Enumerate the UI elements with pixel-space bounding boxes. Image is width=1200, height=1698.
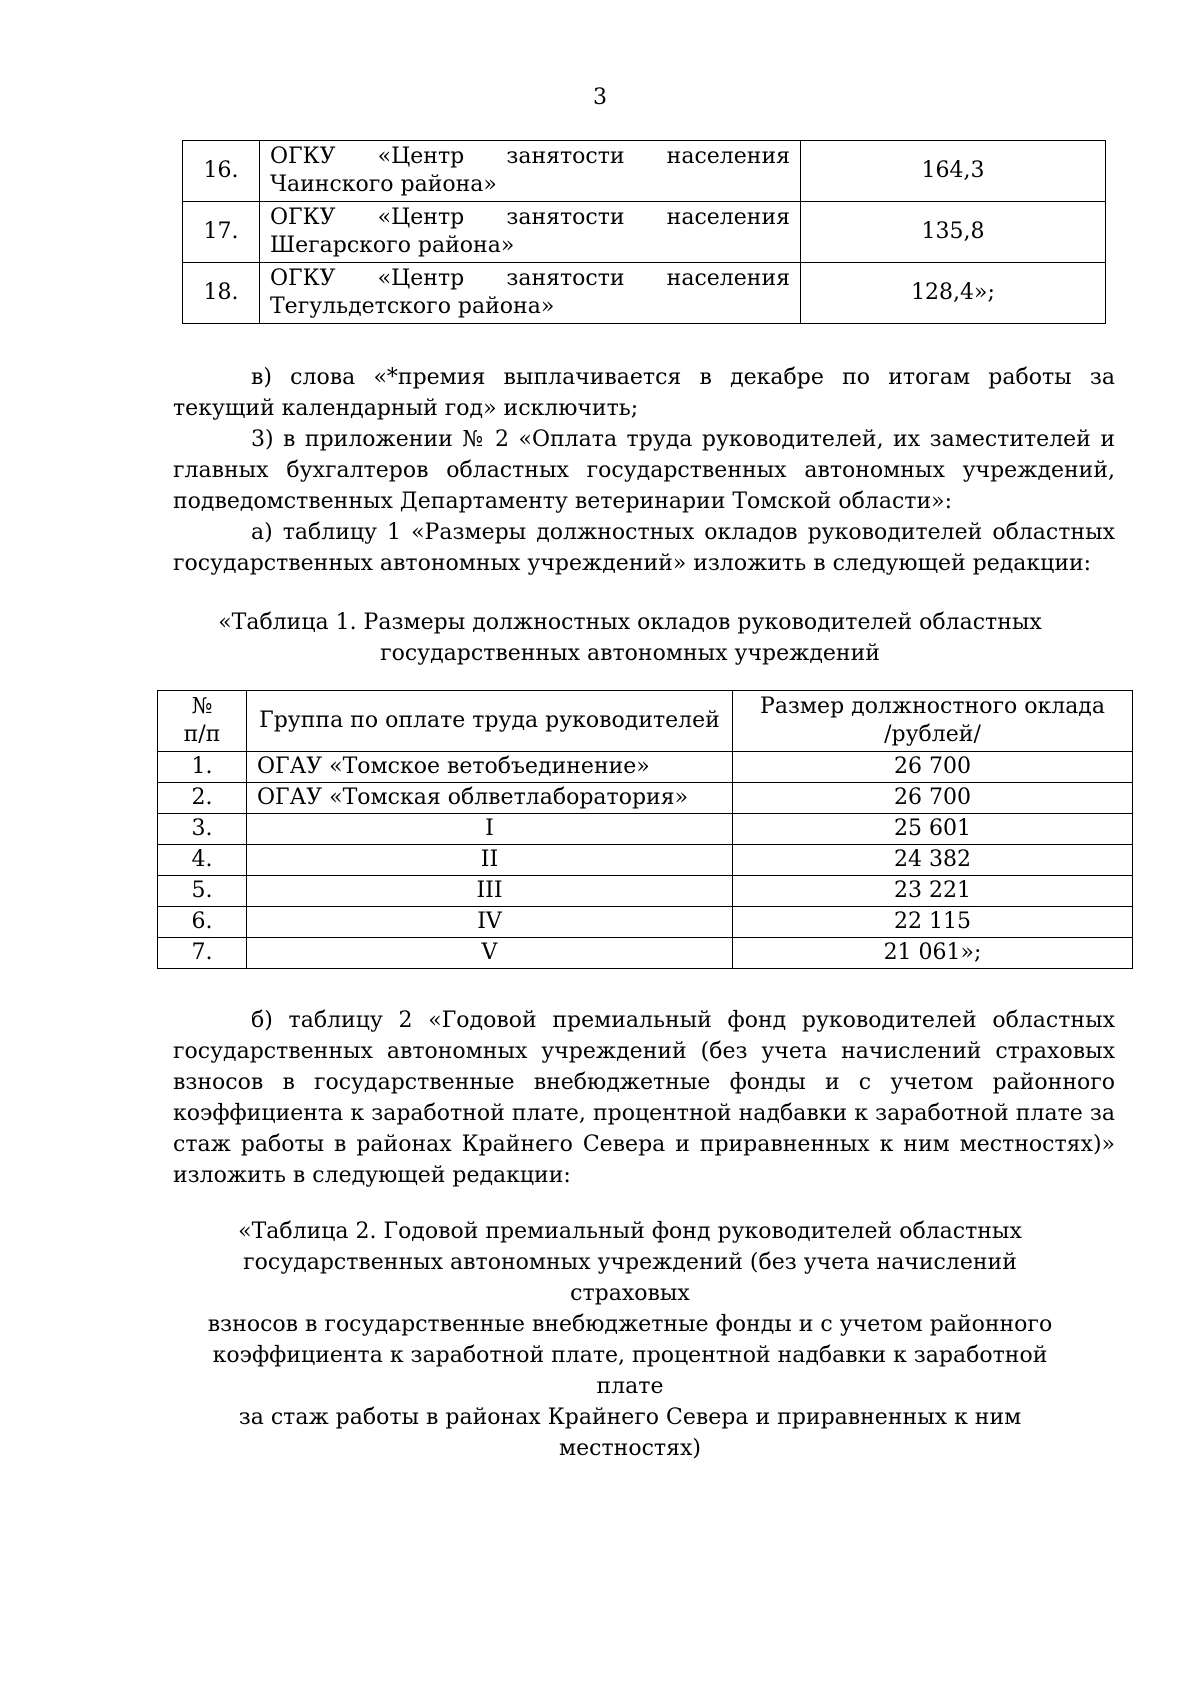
row-number: 7. (158, 938, 247, 969)
header-num-line2: п/п (183, 722, 221, 747)
table1-title-line1: «Таблица 1. Размеры должностных окладов руководителей областных (218, 610, 1042, 635)
header-size (733, 691, 1133, 752)
row-group: ОГАУ «Томское ветобъединение» (247, 752, 733, 783)
row-group: II (247, 845, 733, 876)
row-size: 21 061»; (733, 938, 1133, 969)
table2-title (190, 1216, 1070, 1464)
row-number: 18. (183, 263, 260, 324)
table-row (158, 938, 1133, 969)
table-row (158, 907, 1133, 938)
table2-title-line4: коэффициента к заработной плате, процентной надбавки к заработной плате (212, 1343, 1048, 1399)
row-size: 25 601 (733, 814, 1133, 845)
table-row (183, 141, 1106, 202)
row-value: 164,3 (801, 141, 1106, 202)
row-number: 17. (183, 202, 260, 263)
header-num (158, 691, 247, 752)
row-number: 1. (158, 752, 247, 783)
row-value: 128,4»; (801, 263, 1106, 324)
row-group: I (247, 814, 733, 845)
paragraph-b: б) таблицу 2 «Годовой премиальный фонд руководителей областных государственных автономных учреждений (без учета начислений страховых взносов в государственные внебюджетные фонды и с учетом районного коэффициента к заработной плате, процентной надбавки к заработной плате за стаж работы в районах Крайнего Севера и приравненных к ним местностях)» изложить в следующей редакции: (173, 1008, 1115, 1188)
table-row (183, 263, 1106, 324)
header-size-line1: Размер должностного оклада (760, 694, 1105, 719)
row-group: V (247, 938, 733, 969)
paragraph-3: 3) в приложении № 2 «Оплата труда руководителей, их заместителей и главных бухгалтеров областных государственных автономных учреждений, подведомственных Департаменту ветеринарии Томской области»: (173, 427, 1115, 514)
table-header-row (158, 691, 1133, 752)
header-size-line2: /рублей/ (884, 722, 981, 747)
table2-title-line3: взносов в государственные внебюджетные фонды и с учетом районного (207, 1312, 1053, 1337)
table1-title (200, 607, 1060, 669)
continuation-table (182, 140, 1106, 324)
table-row (158, 783, 1133, 814)
salary-table (157, 690, 1133, 969)
row-group: ОГАУ «Томская облветлаборатория» (247, 783, 733, 814)
table-row (158, 752, 1133, 783)
row-value: 135,8 (801, 202, 1106, 263)
row-number: 6. (158, 907, 247, 938)
header-num-line1: № (191, 694, 213, 719)
institution-name: ОГКУ «Центр занятости населения Чаинского района» (260, 141, 801, 202)
row-size: 26 700 (733, 783, 1133, 814)
row-number: 5. (158, 876, 247, 907)
paragraph-a: а) таблицу 1 «Размеры должностных окладов руководителей областных государственных автономных учреждений» изложить в следующей редакции: (173, 520, 1115, 576)
table-row (158, 845, 1133, 876)
paragraph-v: в) слова «*премия выплачивается в декабре по итогам работы за текущий календарный год» исключить; (173, 365, 1115, 421)
row-size: 22 115 (733, 907, 1133, 938)
table2-title-line2: государственных автономных учреждений (без учета начислений страховых (243, 1250, 1017, 1306)
row-group: III (247, 876, 733, 907)
header-group: Группа по оплате труда руководителей (247, 691, 733, 752)
table2-title-line5: за стаж работы в районах Крайнего Севера и приравненных к ним местностях) (238, 1405, 1022, 1461)
row-group: IV (247, 907, 733, 938)
row-number: 2. (158, 783, 247, 814)
institution-name: ОГКУ «Центр занятости населения Шегарского района» (260, 202, 801, 263)
page-number: 3 (593, 85, 607, 110)
row-size: 26 700 (733, 752, 1133, 783)
table1-title-line2: государственных автономных учреждений (380, 641, 880, 666)
row-size: 24 382 (733, 845, 1133, 876)
table-row (158, 876, 1133, 907)
table2-title-line1: «Таблица 2. Годовой премиальный фонд руководителей областных (238, 1219, 1022, 1244)
row-number: 4. (158, 845, 247, 876)
institution-name: ОГКУ «Центр занятости населения Тегульдетского района» (260, 263, 801, 324)
row-number: 3. (158, 814, 247, 845)
row-number: 16. (183, 141, 260, 202)
row-size: 23 221 (733, 876, 1133, 907)
table-row (158, 814, 1133, 845)
table-row (183, 202, 1106, 263)
